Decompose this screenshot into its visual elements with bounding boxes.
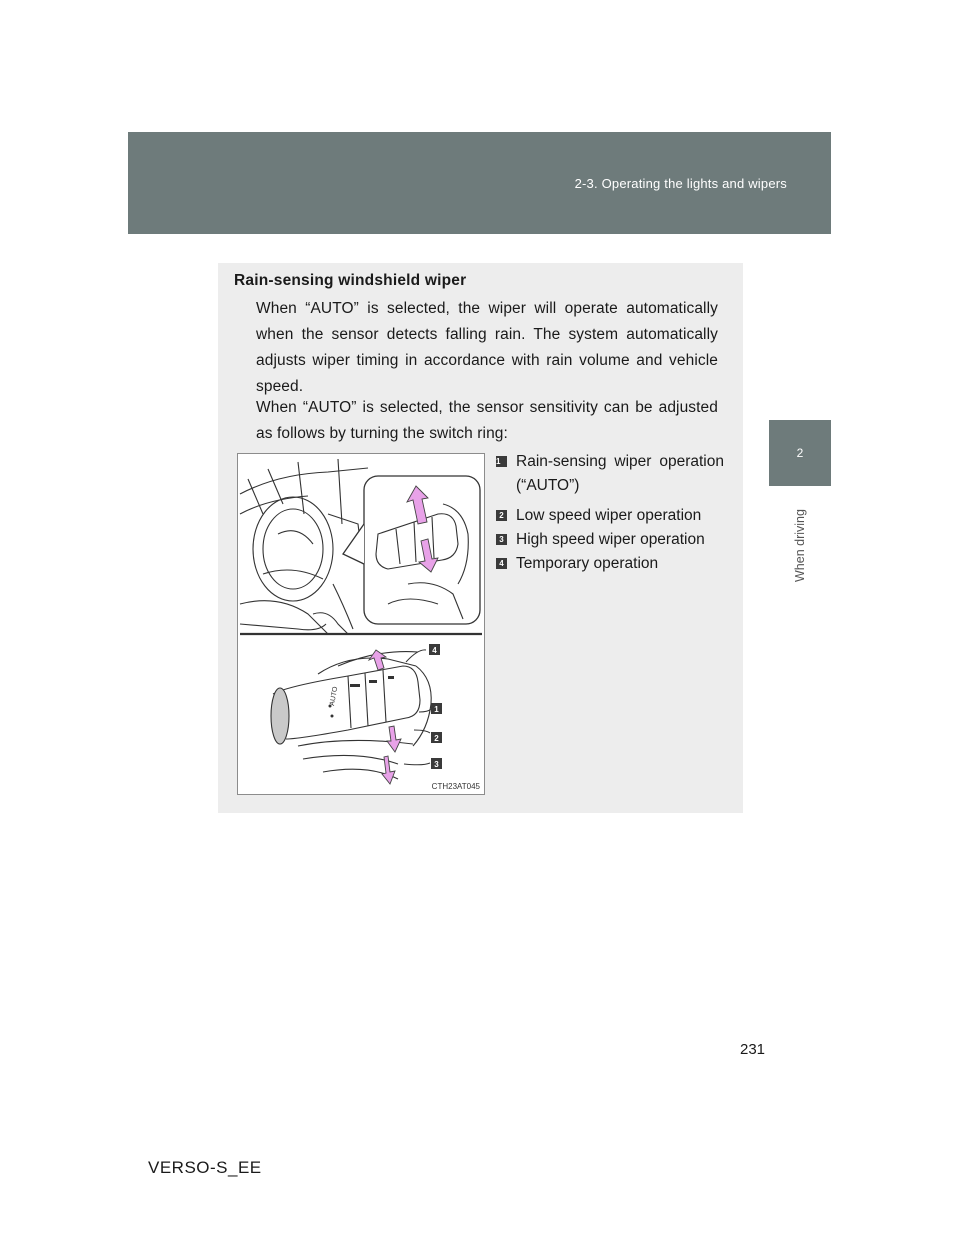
page-number: 231 [740,1041,766,1058]
wiper-switch-illustration [237,453,485,795]
legend-text: Temporary operation [516,555,659,572]
legend-number-badge: 4 [496,558,507,569]
legend-list [494,450,724,576]
legend-text: Rain-sensing wiper operation (“AUTO”) [516,453,724,494]
figure-code: CTH23AT045 [431,782,480,791]
callout-text-4: 4 [432,646,437,655]
paragraph-1: When “AUTO” is selected, the wiper will operate automatically when the sensor detects falling rain. The system automatically adjusts wiper timing in accordance with rain volume and vehicle speed. [256,300,718,395]
callout-text-2: 2 [434,734,439,743]
illustration-svg [238,454,484,794]
section-title: 2-3. Operating the lights and wipers [574,176,787,191]
legend-item [494,528,724,552]
legend-number-badge: 1 [496,456,507,467]
legend-number-badge: 2 [496,510,507,521]
chapter-tab [769,486,831,582]
box-heading: Rain-sensing windshield wiper [234,272,467,289]
model-code: VERSO-S_EE [148,1158,262,1177]
legend-item [494,450,724,498]
legend-text: High speed wiper operation [516,531,705,548]
header-band [128,132,831,234]
paragraph-2: When “AUTO” is selected, the sensor sensitivity can be adjusted as follows by turning the switch ring: [256,399,718,442]
legend-text: Low speed wiper operation [516,507,702,524]
callout-text-3: 3 [434,760,439,769]
legend-number-badge: 3 [496,534,507,545]
legend-item [494,552,724,576]
chapter-tab-number: 2 [769,420,831,486]
chapter-tab-label: When driving [793,509,807,582]
stalk-auto-text: AUTO [329,686,340,707]
legend-item [494,504,724,528]
info-box [218,263,743,813]
callout-text-1: 1 [434,705,439,714]
wiper-stalk [271,652,431,779]
